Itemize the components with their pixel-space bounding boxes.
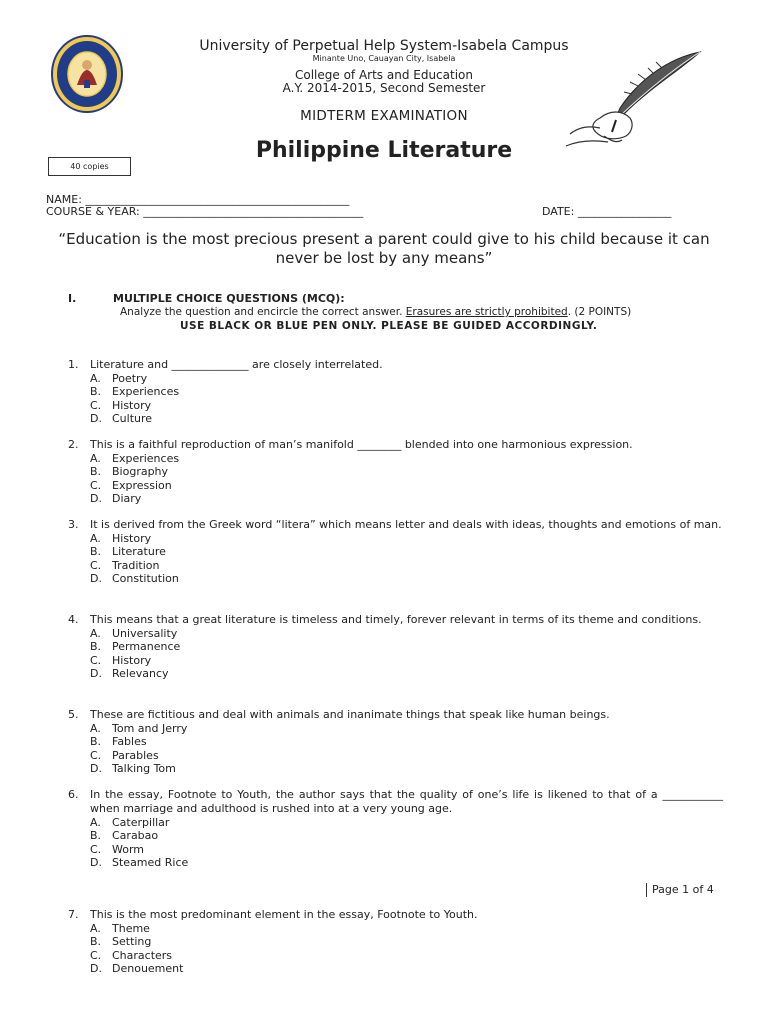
campus-address: Minante Uno, Cauayan City, Isabela [312,54,456,63]
option[interactable]: A. History [90,532,152,545]
quote: “Education is the most precious present a parent could give to his child because it can never be lost by any means” [58,230,710,267]
option[interactable]: A. Experiences [90,452,180,465]
option[interactable]: D. Relevancy [90,666,169,680]
question-1: 1. Literature and ______________ are closely interrelated. A. Poetry B. Experiences C. History D. Culture [68,358,723,425]
question-3: 3. It is derived from the Greek word “litera” which means letter and deals with ideas, thoughts and emotions of man. A. History B. Literature C. Tradition D. Constitution [68,518,722,585]
question-4: 4. This means that a great literature is timeless and timely, forever relevant in terms of its theme and conditions. A. Universality B. Permanence C. History D. Relevancy [68,613,723,680]
copies-box: 40 copies [48,157,131,176]
option[interactable]: D. Steamed Rice [90,855,189,869]
university-seal-logo [51,35,123,113]
date-field[interactable]: DATE: _________________ [542,205,672,218]
option[interactable]: D. Denouement [90,961,184,975]
section-title: MULTIPLE CHOICE QUESTIONS (MCQ): [113,292,345,305]
exam-title: MIDTERM EXAMINATION [300,108,468,124]
option[interactable]: C. History [90,398,152,412]
option[interactable]: C. Characters [90,948,173,962]
option[interactable]: C. Worm [90,842,145,856]
option[interactable]: B. Permanence [90,640,181,654]
option[interactable]: B. Setting [90,935,152,949]
option[interactable]: A. Universality [90,627,178,640]
instruction-underlined: Erasures are strictly prohibited [405,306,568,318]
course-year-field[interactable]: COURSE & YEAR: ________________________________________ [46,205,364,218]
section-number: I. [68,292,77,305]
option[interactable]: D. Culture [90,411,153,425]
university-name: University of Perpetual Help System-Isabela Campus [199,38,569,54]
option[interactable]: C. Expression [90,478,172,492]
page-number: Page 1 of 4 [646,883,714,897]
option[interactable]: B. Carabao [90,829,159,843]
option[interactable]: C. History [90,653,152,667]
option[interactable]: D. Constitution [90,571,179,585]
option[interactable]: C. Parables [90,748,159,762]
option[interactable]: A. Theme [90,922,150,935]
question-2: 2. This is a faithful reproduction of man’s manifold ________ blended into one harmonious expression. A. Experiences B. Biography C. Expression D. Diary [68,438,723,505]
option[interactable]: A. Tom and Jerry [90,722,188,735]
option[interactable]: B. Literature [90,545,166,559]
option[interactable]: B. Experiences [90,385,180,399]
question-7: 7. This is the most predominant element in the essay, Footnote to Youth. A. Theme B. Setting C. Characters D. Denouement [68,908,723,975]
option[interactable]: B. Fables [90,735,147,749]
option[interactable]: D. Talking Tom [90,761,176,775]
section-instruction: Analyze the question and encircle the correct answer. Erasures are strictly prohibited. (2 POINTS) [120,306,632,318]
section-instruction-bold: USE BLACK OR BLUE PEN ONLY. PLEASE BE GUIDED ACCORDINGLY. [180,320,598,332]
question-6: 6. In the essay, Footnote to Youth, the author says that the quality of one’s life is likened to that of a ___________ when marriage and adulthood is rushed into at a very young age. A. Caterpillar B. Carabao C. Worm D. Steamed Rice [68,788,723,869]
option[interactable]: A. Caterpillar [90,816,170,829]
subject-title: Philippine Literature [255,138,513,163]
academic-year: A.Y. 2014-2015, Second Semester [282,81,486,95]
question-5: 5. These are fictitious and deal with animals and inanimate things that speak like human beings. A. Tom and Jerry B. Fables C. Parables D. Talking Tom [68,708,723,775]
name-field[interactable]: NAME: ________________________________________________ [46,193,350,206]
option[interactable]: D. Diary [90,491,142,505]
option[interactable]: C. Tradition [90,558,160,572]
college-name: College of Arts and Education [294,68,473,82]
option[interactable]: B. Biography [90,465,169,479]
option[interactable]: A. Poetry [90,372,148,385]
